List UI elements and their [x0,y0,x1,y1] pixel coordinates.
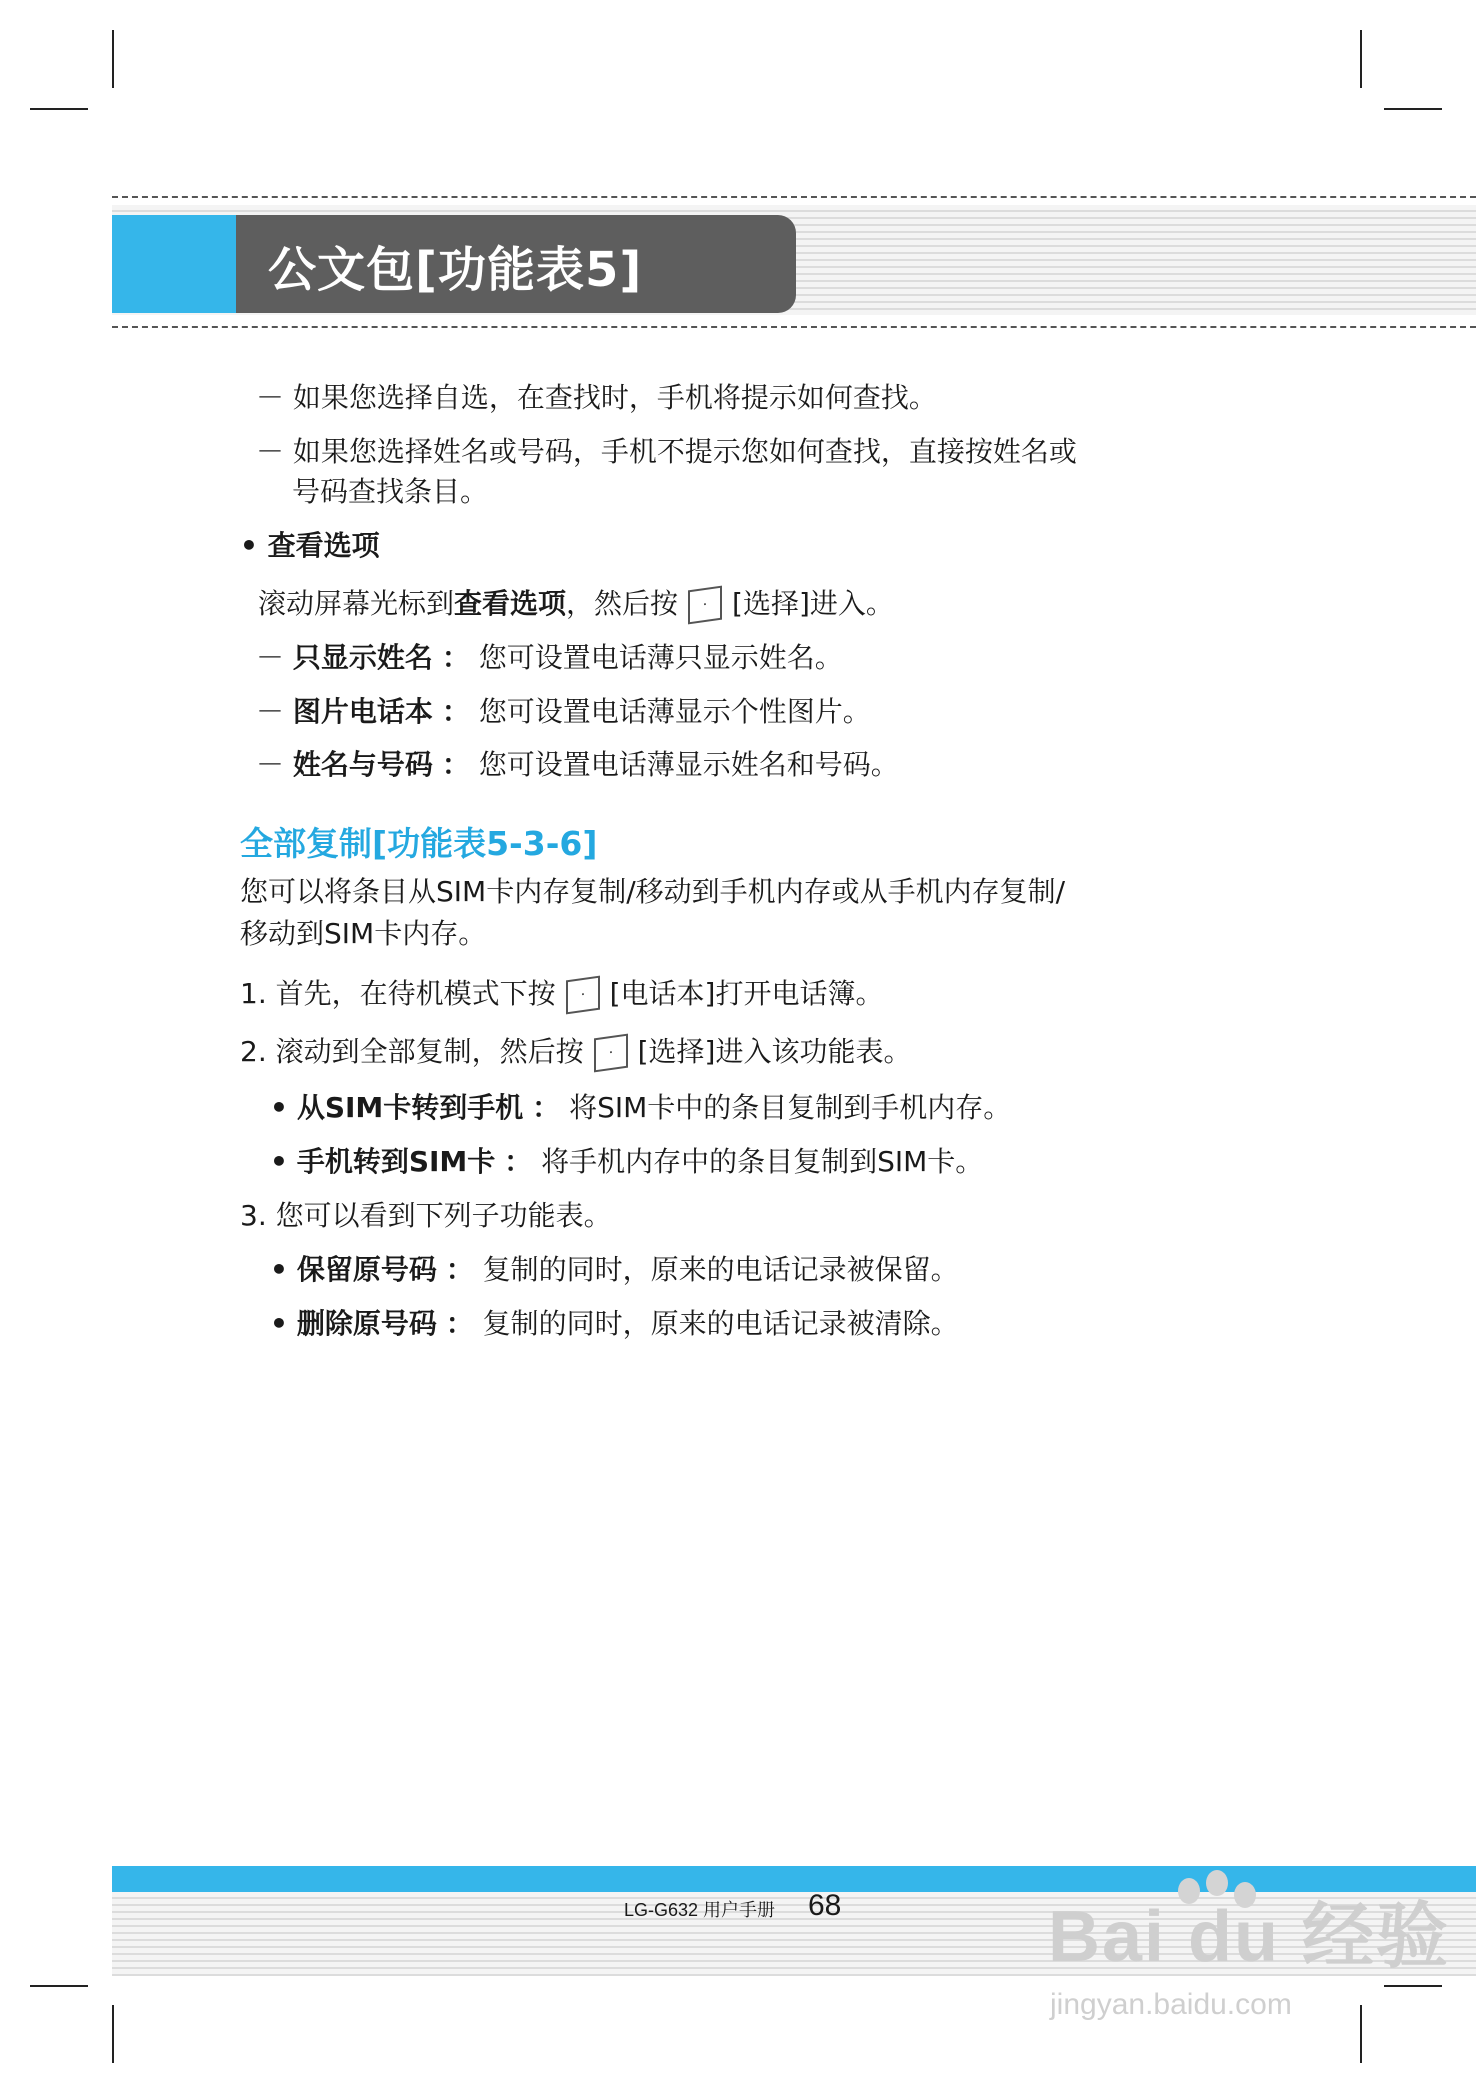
section-heading: 全部复制[功能表5-3-6] [240,824,598,863]
sub-option [270,1088,1011,1128]
option-term: 姓名与号码 [292,748,433,781]
option-row [256,745,899,785]
crop-mark [30,108,88,110]
page-number: 68 [808,1889,842,1922]
step-text: [电话本]打开电话簿。 [609,977,884,1010]
option-sep: ： [441,641,470,674]
dash: － [256,748,285,781]
bullet: • [270,1307,288,1340]
option-row [256,692,871,732]
footer-model: LG-G632 用户手册 [624,1900,776,1920]
option-sep: ： [441,695,470,728]
step-text: 2. 滚动到全部复制，然后按 [240,1035,584,1068]
search-note-cont: 号码查找条目。 [292,475,489,508]
watermark-brand: Bai du 经验 [1048,1897,1451,1977]
sub-desc: 将SIM卡中的条目复制到手机内存。 [569,1091,1012,1124]
title-box [236,215,796,313]
sub-desc: 复制的同时，原来的电话记录被保留。 [482,1253,959,1286]
select-key-icon: · [594,1034,628,1073]
intro-text: 滚动屏幕光标到 [258,587,455,620]
crop-mark [1384,1985,1442,1987]
step-text: 1. 首先，在待机模式下按 [240,977,556,1010]
sub-term: 保留原号码 [296,1253,437,1286]
section-para: 您可以将条目从SIM卡内存复制/移动到手机内存或从手机内存复制/ [240,875,1066,908]
bullet: • [270,1145,288,1178]
dash: － [256,641,285,674]
crop-mark [112,30,114,88]
intro-text: ，然后按 [566,587,679,620]
step-text: [选择]进入该功能表。 [637,1035,912,1068]
sub-sep: ： [445,1253,474,1286]
crop-mark [1360,2005,1362,2063]
dashed-rule [112,196,1476,198]
dashed-rule [112,326,1476,328]
intro-text: [选择]进入。 [732,587,894,620]
option-desc: 您可设置电话薄只显示姓名。 [478,641,843,674]
header-accent [112,215,240,313]
sub-sep: ： [504,1145,533,1178]
select-key-icon: · [688,586,722,625]
crop-mark [30,1985,88,1987]
sub-term: 删除原号码 [296,1307,437,1340]
option-desc: 您可设置电话薄显示个性图片。 [478,695,871,728]
sub-option [270,1250,959,1290]
phonebook-key-icon: · [566,976,600,1015]
sub-term: 从SIM卡转到手机 [296,1091,524,1124]
section-para: 移动到SIM卡内存。 [240,917,487,950]
crop-mark [1360,30,1362,88]
sub-option [270,1142,983,1182]
view-options-heading: • 查看选项 [240,529,380,562]
option-term: 只显示姓名 [292,641,433,674]
crop-mark [112,2005,114,2063]
view-options-intro [258,584,894,624]
bullet: • [270,1253,288,1286]
search-note: － 如果您选择自选，在查找时，手机将提示如何查找。 [256,381,937,414]
sub-sep: ： [445,1307,474,1340]
page-title: 公文包[功能表5] [268,242,643,298]
step-1 [240,974,883,1014]
option-sep: ： [441,748,470,781]
option-desc: 您可设置电话薄显示姓名和号码。 [478,748,899,781]
option-term: 图片电话本 [292,695,433,728]
crop-mark [1384,108,1442,110]
sub-desc: 复制的同时，原来的电话记录被清除。 [482,1307,959,1340]
sub-option [270,1304,959,1344]
step-2 [240,1032,911,1072]
dash: － [256,695,285,728]
watermark-url: jingyan.baidu.com [1050,1988,1292,2021]
step-3: 3. 您可以看到下列子功能表。 [240,1199,612,1232]
sub-term: 手机转到SIM卡 [296,1145,496,1178]
sub-sep: ： [532,1091,561,1124]
intro-bold: 查看选项 [454,587,567,620]
search-note: － 如果您选择姓名或号码，手机不提示您如何查找，直接按姓名或 [256,435,1077,468]
sub-desc: 将手机内存中的条目复制到SIM卡。 [541,1145,984,1178]
option-row [256,638,843,678]
bullet: • [270,1091,288,1124]
